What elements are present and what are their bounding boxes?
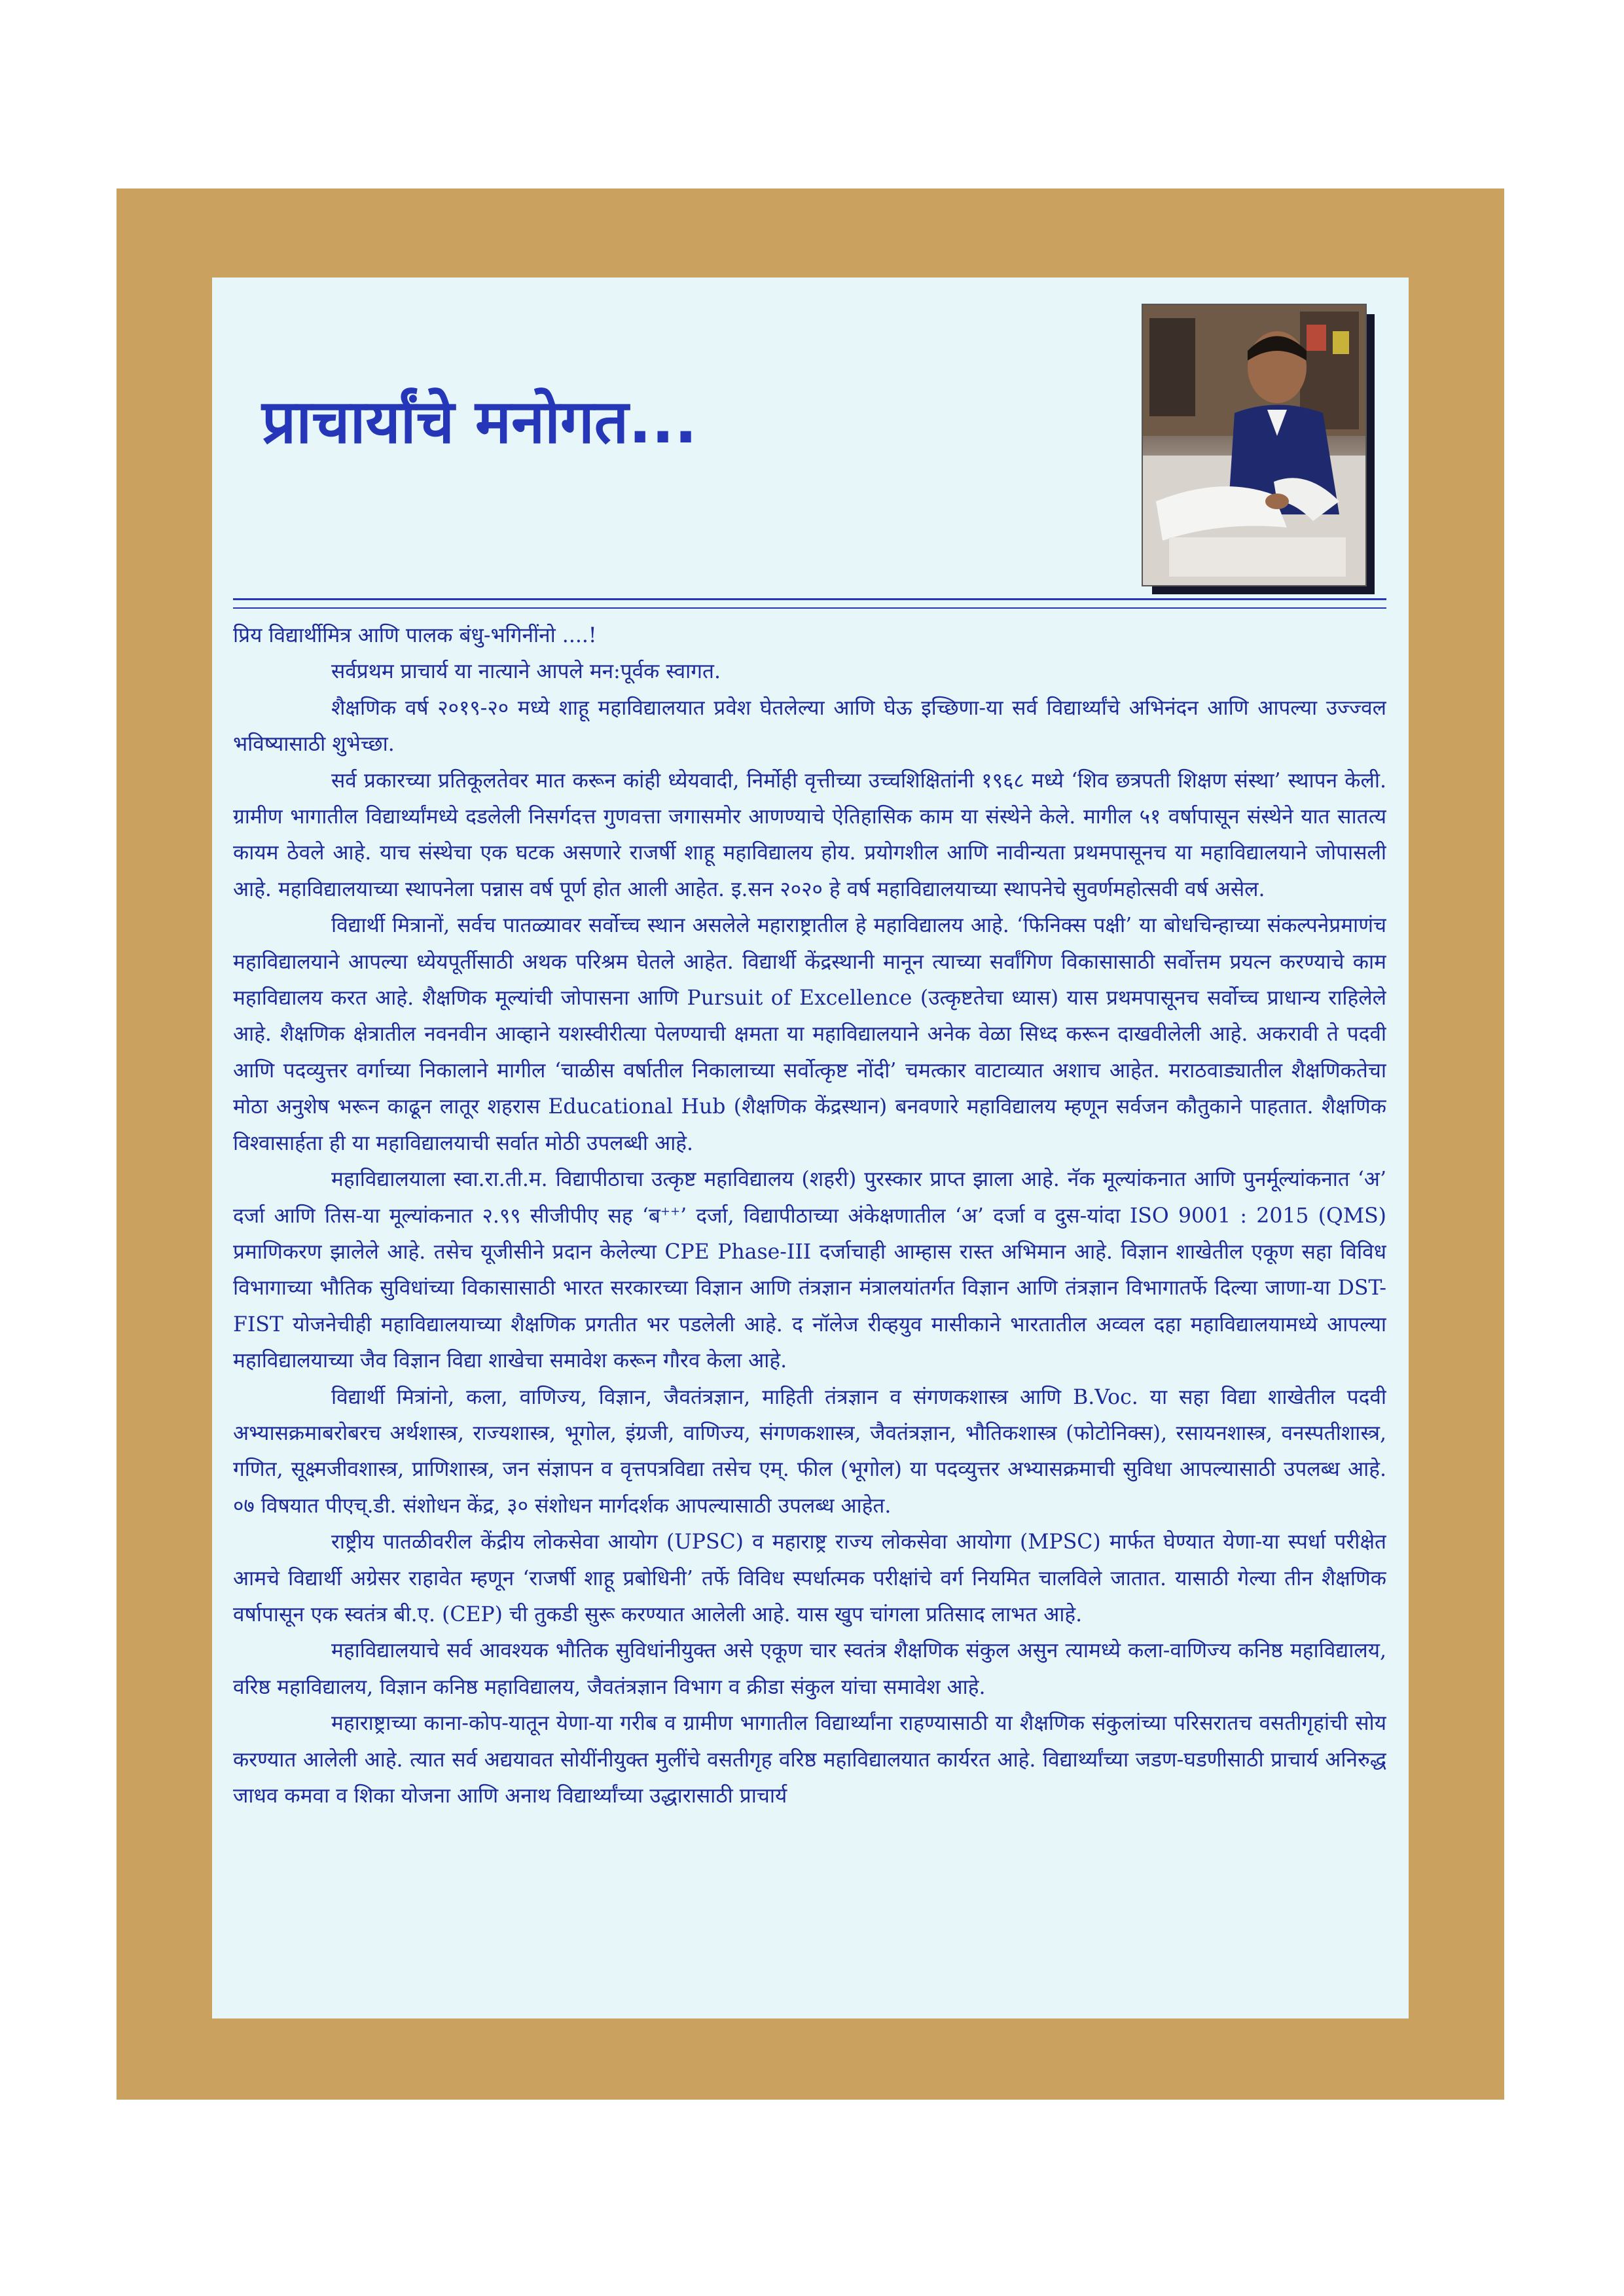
paragraph: सर्व प्रकारच्या प्रतिकूलतेवर मात करून कांही ध्येयवादी, निर्मोही वृत्तीच्या उच्चशिक्षितांनी १९६८ मध्ये ‘शिव छत्रपती शिक्षण संस्था’ स्थापन केली. ग्रामीण भागातील विद्यार्थ्यांमध्ये दडलेली निसर्गदत्त गुणवत्ता जगासमोर आणण्याचे ऐतिहासिक काम या संस्थेने केले. मागील ५१ वर्षापासून संस्थेने यात सातत्य कायम ठेवले आहे. याच संस्थेचा एक घटक असणारे राजर्षी शाहू महाविद्यालय होय. प्रयोगशील आणि नावीन्यता प्रथमपासूनच या महाविद्यालयाने जोपासली आहे. महाविद्यालयाच्या स्थापनेला पन्नास वर्ष पूर्ण होत आली आहेत. इ.सन २०२० हे वर्ष महाविद्यालयाच्या स्थापनेचे सुवर्णमहोत्सवी वर्ष असेल. xyxy=(233,768,1386,901)
top-rule xyxy=(233,598,1386,600)
letter-body xyxy=(233,618,1386,2008)
page-title: प्राचार्यांचे मनोगत... xyxy=(262,387,698,457)
paragraph: शैक्षणिक वर्ष २०१९-२० मध्ये शाहू महाविद्यालयात प्रवेश घेतलेल्या आणि घेऊ इच्छिणा-या सर्व विद्यार्थ्यांचे अभिनंदन आणि आपल्या उज्ज्वल भविष्यासाठी शुभेच्छा. xyxy=(233,696,1386,757)
paragraph-awards xyxy=(233,1162,1386,1379)
top-rule-thin xyxy=(233,607,1386,609)
paragraph-awards-part1: महाविद्यालयाला स्वा.रा.ती.म. विद्यापीठाचा उत्कृष्ट महाविद्यालय (शहरी) पुरस्कार प्राप्त झाला आहे. नॅक मूल्यांकनात आणि पुनर्मूल्यांकनात ‘अ’ दर्जा आणि तिस-या मूल्यांकनात २.९९ सीजीपीए सह ‘ब xyxy=(233,1168,1386,1228)
grade-superscript: ++ xyxy=(660,1204,681,1218)
paragraph: विद्यार्थी मित्रांनो, कला, वाणिज्य, विज्ञान, जैवतंत्रज्ञान, माहिती तंत्रज्ञान व संगणकशास्त्र आणि B.Voc. या सहा विद्या शाखेतील पदवी अभ्यासक्रमाबरोबरच अर्थशास्त्र, राज्यशास्त्र, भूगोल, इंग्रजी, वाणिज्य, संगणकशास्त्र, जैवतंत्रज्ञान, भौतिकशास्त्र (फोटोनिक्स), रसायनशास्त्र, वनस्पतीशास्त्र, गणित, सूक्ष्मजीवशास्त्र, प्राणिशास्त्र, जन संज्ञापन व वृत्तपत्रविद्या तसेच एम्. फील (भूगोल) या पदव्युत्तर अभ्यासक्रमाची सुविधा आपल्यासाठी उपलब्ध आहे. ०७ विषयात पीएच्.डी. संशोधन केंद्र, ३० संशोधन मार्गदर्शक आपल्यासाठी उपलब्ध आहेत. xyxy=(233,1385,1386,1518)
paragraph: सर्वप्रथम प्राचार्य या नात्याने आपले मन:पूर्वक स्वागत. xyxy=(331,660,721,684)
paragraph: विद्यार्थी मित्रानों, सर्वच पातळ्यावर सर्वोच्च स्थान असलेले महाराष्ट्रातील हे महाविद्यालय आहे. ‘फिनिक्स पक्षी’ या बोधचिन्हाच्या संकल्पनेप्रमाणंच महाविद्यालयाने आपल्या ध्येयपूर्तीसाठी अथक परिश्रम घेतले आहेत. विद्यार्थी केंद्रस्थानी मानून त्याच्या सर्वांगिण विकासासाठी सर्वोत्तम प्रयत्न करण्याचे काम महाविद्यालय करत आहे. शैक्षणिक मूल्यांची जोपासना आणि Pursuit of Excellence (उत्कृष्टतेचा ध्यास) यास प्रथमपासूनच सर्वोच्च प्राधान्य राहिलेले आहे. शैक्षणिक क्षेत्रातील नवनवीन आव्हाने यशस्वीरीत्या पेलण्याची क्षमता या महाविद्यालयाने अनेक वेळा सिध्द करून दाखवीलेली आहे. अकरावी ते पदवी आणि पदव्युत्तर वर्गाच्या निकालाने मागील ‘चाळीस वर्षातील निकालाच्या सर्वोत्कृष्ट नोंदी’ चमत्कार वाटाव्यात अशाच आहेत. मराठवाड्यातील शैक्षणिकतेचा मोठा अनुशेष भरून काढून लातूर शहरास Educational Hub (शैक्षणिक केंद्रस्थान) बनवणारे महाविद्यालय म्हणून सर्वजन कौतुकाने पाहतात. शैक्षणिक विश्वासार्हता ही या महाविद्यालयाची सर्वात मोठी उपलब्धी आहे. xyxy=(233,914,1386,1155)
paragraph: राष्ट्रीय पातळीवरील केंद्रीय लोकसेवा आयोग (UPSC) व महाराष्ट्र राज्य लोकसेवा आयोगा (MPSC) मार्फत घेण्यात येणा-या स्पर्धा परीक्षेत आमचे विद्यार्थी अग्रेसर राहावेत म्हणून ‘राजर्षी शाहू प्रबोधिनी’ तर्फे विविध स्पर्धात्मक परीक्षांचे वर्ग नियमित चालविले जातात. यासाठी गेल्या तीन शैक्षणिक वर्षापासून एक स्वतंत्र बी.ए. (CEP) ची तुकडी सुरू करण्यात आलेली आहे. यास खुप चांगला प्रतिसाद लाभत आहे. xyxy=(233,1530,1386,1626)
salutation: प्रिय विद्यार्थीमित्र आणि पालक बंधु-भगिनींनो ....! xyxy=(233,624,597,647)
principal-photo xyxy=(1142,304,1367,586)
paragraph: महाराष्ट्राच्या काना-कोप-यातून येणा-या गरीब व ग्रामीण भागातील विद्यार्थ्यांना राहण्यासाठी या शैक्षणिक संकुलांच्या परिसरातच वसतीगृहांची सोय करण्यात आलेली आहे. त्यात सर्व अद्ययावत सोयींनीयुक्त मुलींचे वसतीगृह वरिष्ठ महाविद्यालयात कार्यरत आहे. विद्यार्थ्यांच्या जडण-घडणीसाठी प्राचार्य अनिरुद्ध जाधव कमवा व शिका योजना आणि अनाथ विद्यार्थ्यांच्या उद्धारासाठी प्राचार्य xyxy=(233,1712,1386,1808)
paragraph: महाविद्यालयाचे सर्व आवश्यक भौतिक सुविधांनीयुक्त असे एकूण चार स्वतंत्र शैक्षणिक संकुल असुन त्यामध्ये कला-वाणिज्य कनिष्ठ महाविद्यालय, वरिष्ठ महाविद्यालय, विज्ञान कनिष्ठ महाविद्यालय, जैवतंत्रज्ञान विभाग व क्रीडा संकुल यांचा समावेश आहे. xyxy=(233,1639,1386,1699)
paragraph-awards-part2: ’ दर्जा, विद्यापीठाच्या अंकेक्षणातील ‘अ’ दर्जा व दुस-यांदा ISO 9001 : 2015 (QMS) प्रमाणिकरण झालेले आहे. तसेच यूजीसीने प्रदान केलेल्या CPE Phase-III दर्जाचाही आम्हास रास्त अभिमान आहे. विज्ञान शाखेतील एकूण सहा विविध विभागाच्या भौतिक सुविधांच्या विकासासाठी भारत सरकारच्या विज्ञान आणि तंत्रज्ञान मंत्रालयांतर्गत विज्ञान आणि तंत्रज्ञान विभागातर्फे दिल्या जाणा-या DST-FIST योजनेचीही महाविद्यालयाच्या शैक्षणिक प्रगतीत भर पडलेली आहे. द नॉलेज रीव्हयुव मासीकाने भारतातील अव्वल दहा महाविद्यालयामध्ये आपल्या महाविद्यालयाच्या जैव विज्ञान विद्या शाखेचा समावेश करून गौरव केला आहे. xyxy=(233,1204,1386,1373)
